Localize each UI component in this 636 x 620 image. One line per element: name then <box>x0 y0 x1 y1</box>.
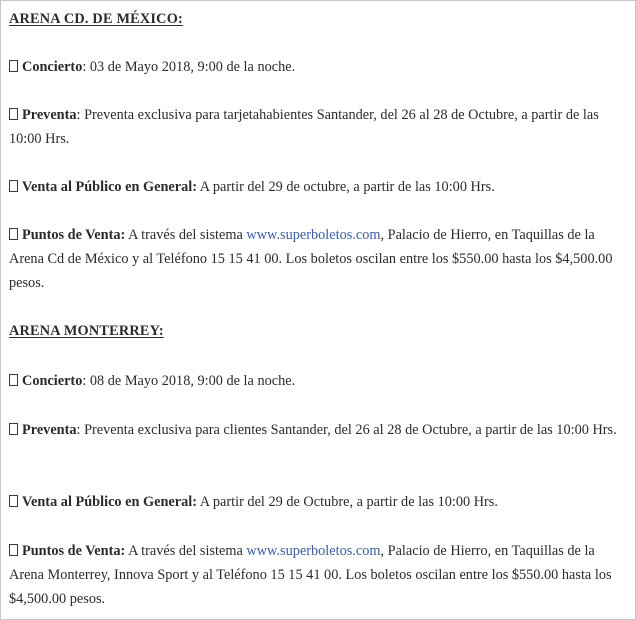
puntos-item <box>9 539 629 611</box>
venta-item <box>9 490 629 514</box>
missing-glyph-box-icon <box>9 423 18 435</box>
missing-glyph-box-icon <box>9 108 18 120</box>
preventa-item <box>9 103 629 151</box>
puntos-text-after: , Palacio de Hierro, en Taquillas de la Arena Monterrey, Innova Sport y al Teléfono 15 15 41 00. Los boletos oscilan entre los $550.00 hasta los $4,500.00 pesos. <box>9 543 612 607</box>
missing-glyph-box-icon <box>9 228 18 240</box>
puntos-label: Puntos de Venta: <box>22 543 126 559</box>
concierto-item <box>9 369 629 393</box>
puntos-item <box>9 223 629 295</box>
section-title: ARENA MONTERREY: <box>9 323 164 339</box>
missing-glyph-box-icon <box>9 374 18 386</box>
missing-glyph-box-icon <box>9 180 18 192</box>
concierto-text: : 08 de Mayo 2018, 9:00 de la noche. <box>82 373 296 389</box>
superboletos-link[interactable]: www.superboletos.com <box>246 543 381 559</box>
venta-item <box>9 175 629 199</box>
concierto-label: Concierto <box>22 373 83 389</box>
concierto-item <box>9 55 629 79</box>
venta-label: Venta al Público en General: <box>22 494 197 510</box>
section-title: ARENA CD. DE MÉXICO: <box>9 11 183 27</box>
preventa-label: Preventa <box>22 107 77 123</box>
concierto-text: : 03 de Mayo 2018, 9:00 de la noche. <box>82 59 296 75</box>
preventa-text: : Preventa exclusiva para tarjetahabientes Santander, del 26 al 28 de Octubre, a partir de las 10:00 Hrs. <box>9 107 599 147</box>
missing-glyph-box-icon <box>9 544 18 556</box>
puntos-text-before: A través del sistema <box>125 227 247 243</box>
concierto-label: Concierto <box>22 59 83 75</box>
preventa-label: Preventa <box>22 422 77 438</box>
puntos-label: Puntos de Venta: <box>22 227 126 243</box>
preventa-item <box>9 418 629 442</box>
puntos-text-after: , Palacio de Hierro, en Taquillas de la Arena Cd de México y al Teléfono 15 15 41 00. Los boletos oscilan entre los $550.00 hasta los $4,500.00 pesos. <box>9 227 613 291</box>
missing-glyph-box-icon <box>9 60 18 72</box>
section-heading <box>9 7 629 31</box>
section-heading <box>9 319 629 343</box>
venta-text: A partir del 29 de octubre, a partir de las 10:00 Hrs. <box>197 179 495 195</box>
preventa-text: : Preventa exclusiva para clientes Santander, del 26 al 28 de Octubre, a partir de las 10:00 Hrs. <box>76 422 617 438</box>
venta-text: A partir del 29 de Octubre, a partir de las 10:00 Hrs. <box>197 494 498 510</box>
superboletos-link[interactable]: www.superboletos.com <box>246 227 381 243</box>
missing-glyph-box-icon <box>9 495 18 507</box>
puntos-text-before: A través del sistema <box>125 543 247 559</box>
venta-label: Venta al Público en General: <box>22 179 197 195</box>
